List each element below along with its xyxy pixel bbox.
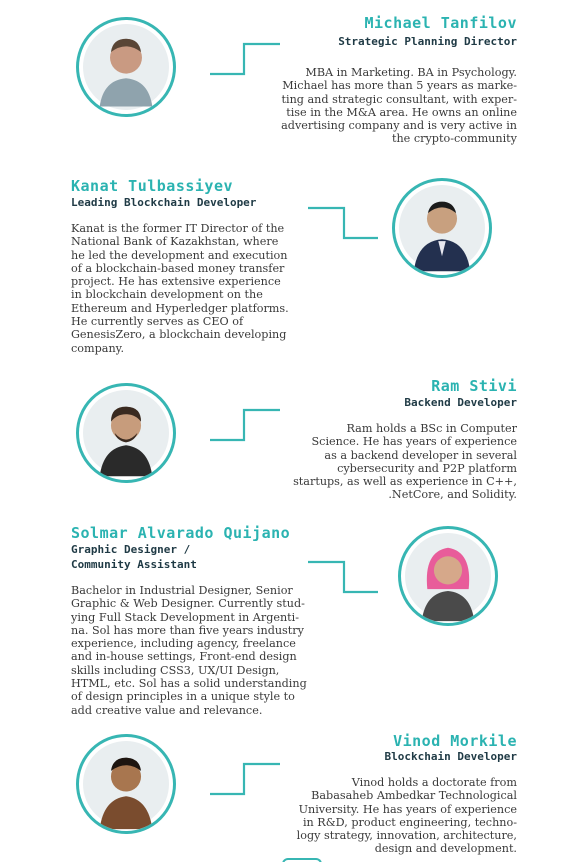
team-member-solmar xyxy=(0,520,585,730)
team-member-michael xyxy=(0,0,585,170)
step-connector xyxy=(210,42,280,76)
member-role: Backend Developer xyxy=(404,396,517,409)
member-bio: Vinod holds a doctorate from Babasaheb Ambedkar Technological University. He has years of experience in R&D, product engineering, techno- logy strategy, innovation, architecture, design and development. xyxy=(296,776,517,856)
person-silhouette-icon xyxy=(79,737,173,831)
avatar-solmar-photo xyxy=(398,526,498,626)
team-member-kanat xyxy=(0,170,585,370)
step-connector xyxy=(308,560,378,594)
member-bio: Bachelor in Industrial Designer, Senior Graphic & Web Designer. Currently stud- ying Full Stack Development in Argenti- na. Sol has more than five years industry experience, including agency, freelance and in-house settings, Front-end design skills including CSS3, UX/UI Design, HTML, etc. Sol has a solid understanding of design principles in a unique style to add creative value and relevance. xyxy=(71,584,307,717)
avatar-kanat-photo xyxy=(392,178,492,278)
member-role: Leading Blockchain Developer xyxy=(71,196,257,209)
member-name: Michael Tanfilov xyxy=(364,14,517,32)
person-silhouette-icon xyxy=(401,529,495,623)
avatar-michael-photo xyxy=(76,17,176,117)
team-member-ram xyxy=(0,370,585,520)
member-name: Vinod Morkile xyxy=(393,732,517,750)
member-role: Blockchain Developer xyxy=(384,750,517,763)
member-bio: Kanat is the former IT Director of the National Bank of Kazakhstan, where he led the development and execution of a blockchain-based money transfer project. He has extensive experience in blockchain development on the Ethereum and Hyperledger platforms. He currently serves as CEO of GenesisZero, a blockchain developing company. xyxy=(71,222,289,355)
avatar-vinod-photo xyxy=(76,734,176,834)
team-member-vinod xyxy=(0,730,585,862)
member-role: Strategic Planning Director xyxy=(338,35,517,48)
member-bio: Ram holds a BSc in Computer Science. He has years of experience as a backend developer in several cybersecurity and P2P platform startups, as well as experience in C++, .NetCore, and Solidity. xyxy=(293,422,517,502)
member-name: Ram Stivi xyxy=(431,377,517,395)
step-connector xyxy=(210,408,280,442)
member-role: Graphic Designer / Community Assistant xyxy=(71,543,197,571)
person-silhouette-icon xyxy=(79,386,173,480)
step-connector xyxy=(308,206,378,240)
member-name: Solmar Alvarado Quijano xyxy=(71,524,291,542)
step-connector xyxy=(210,762,280,796)
page-bottom-tab-decoration xyxy=(282,858,322,862)
member-name: Kanat Tulbassiyev xyxy=(71,177,234,195)
person-silhouette-icon xyxy=(79,20,173,114)
avatar-ram-photo xyxy=(76,383,176,483)
member-bio: MBA in Marketing. BA in Psychology. Michael has more than 5 years as marke- ting and strategic consultant, with exper- tise in the M&A area. He owns an online advertising company and is very active in the crypto-community xyxy=(281,66,517,146)
person-silhouette-icon xyxy=(395,181,489,275)
